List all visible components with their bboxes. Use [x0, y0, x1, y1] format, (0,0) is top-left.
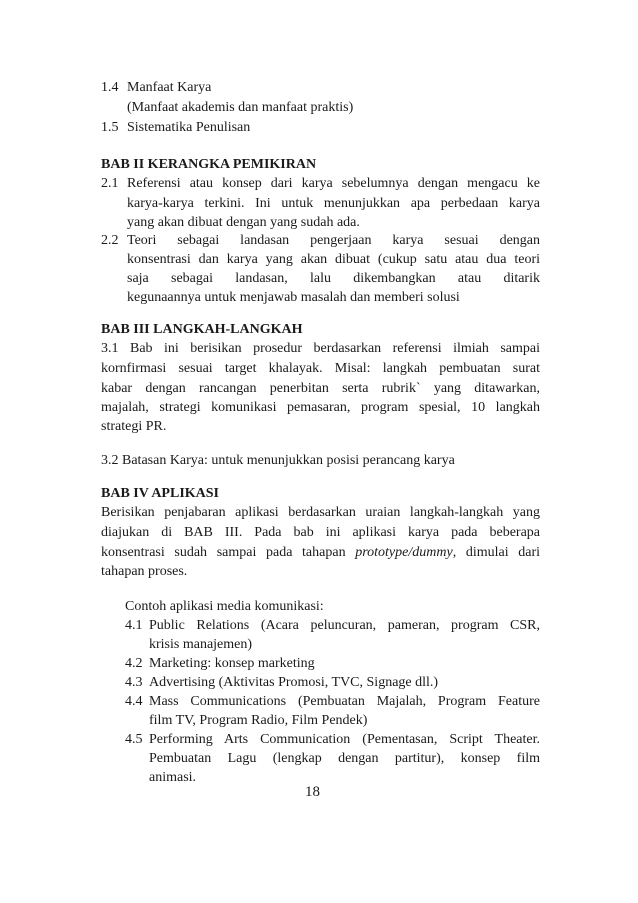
item-2-1-line: yang akan dibuat dengan yang sudah ada. [127, 215, 360, 230]
example-line: Mass Communications (Pembuatan Majalah, Program Feature [149, 694, 540, 709]
bab4-line3-end: , dimulai dari [452, 545, 540, 560]
item-title: Manfaat Karya [127, 80, 212, 95]
item-2-1-line: karya-karya terkini. Ini untuk menunjukkan apa perbedaan karya [127, 196, 540, 211]
examples-title: Contoh aplikasi media komunikasi: [125, 599, 324, 614]
item-2-1-line: Referensi atau konsep dari karya sebelumnya dengan mengacu ke [127, 176, 540, 191]
bab2-heading: BAB II KERANGKA PEMIKIRAN [101, 157, 317, 172]
example-line: Public Relations (Acara peluncuran, pameran, program CSR, [149, 618, 540, 633]
page-number: 18 [305, 784, 320, 800]
item-title: Sistematika Penulisan [127, 120, 251, 135]
bab3-para2: 3.2 Batasan Karya: untuk menunjukkan posisi perancang karya [101, 453, 455, 468]
item-1-4 [101, 78, 211, 98]
bab4-heading: BAB IV APLIKASI [101, 486, 220, 501]
example-number: 4.2 [125, 656, 143, 671]
example-number: 4.4 [125, 694, 143, 709]
item-2-1-number: 2.1 [101, 176, 119, 191]
item-2-2-number: 2.2 [101, 233, 119, 248]
item-2-2-line: kegunaannya untuk menjawab masalah dan memberi solusi [127, 290, 460, 305]
example-line: Marketing: konsep marketing [149, 656, 315, 671]
bab3-para1-line: kabar dengan rancangan penerbitan serta rubrik` yang ditawarkan, [101, 381, 540, 396]
bab4-line3-start: konsentrasi sudah sampai pada tahapan [101, 545, 356, 560]
example-line: film TV, Program Radio, Film Pendek) [149, 713, 368, 728]
item-2-2-line: Teori sebagai landasan pengerjaan karya sesuai dengan [127, 233, 540, 248]
bab4-para-line: diajukan di BAB III. Pada bab ini aplikasi karya pada beberapa [101, 525, 540, 540]
bab3-para1-line: strategi PR. [101, 419, 167, 434]
example-line: animasi. [149, 770, 197, 785]
bab4-para-line: Berisikan penjabaran aplikasi berdasarkan uraian langkah-langkah yang [101, 505, 540, 520]
item-number: 1.5 [101, 120, 119, 135]
example-number: 4.3 [125, 675, 143, 690]
bab4-para-line [101, 543, 540, 563]
example-number: 4.1 [125, 618, 143, 633]
item-1-4-subtitle: (Manfaat akademis dan manfaat praktis) [127, 100, 354, 115]
bab3-para1-line: 3.1 Bab ini berisikan prosedur berdasarkan referensi ilmiah sampai [101, 341, 540, 356]
example-line: Advertising (Aktivitas Promosi, TVC, Signage dll.) [149, 675, 439, 690]
item-2-2-line: saja sebagai landasan, lalu dikembangkan atau ditarik [127, 271, 540, 286]
bab3-para1-line: kornfirmasi sesuai target khalayak. Misal: langkah pembuatan surat [101, 361, 540, 376]
bab3-heading: BAB III LANGKAH-LANGKAH [101, 322, 303, 337]
example-line: krisis manajemen) [149, 637, 253, 652]
example-line: Pembuatan Lagu (lengkap dengan partitur), konsep film [149, 751, 540, 766]
example-number: 4.5 [125, 732, 143, 747]
bab4-para-line: tahapan proses. [101, 564, 188, 579]
item-1-5 [101, 118, 250, 138]
bab4-line3-italic: prototype/dummy [355, 545, 453, 560]
example-line: Performing Arts Communication (Pementasan, Script Theater. [149, 732, 540, 747]
item-number: 1.4 [101, 80, 119, 95]
item-2-2-line: konsentrasi dan karya yang akan dibuat (cukup satu atau dua teori [127, 252, 540, 267]
bab3-para1-line: majalah, strategi komunikasi pemasaran, program spesial, 10 langkah [101, 400, 540, 415]
